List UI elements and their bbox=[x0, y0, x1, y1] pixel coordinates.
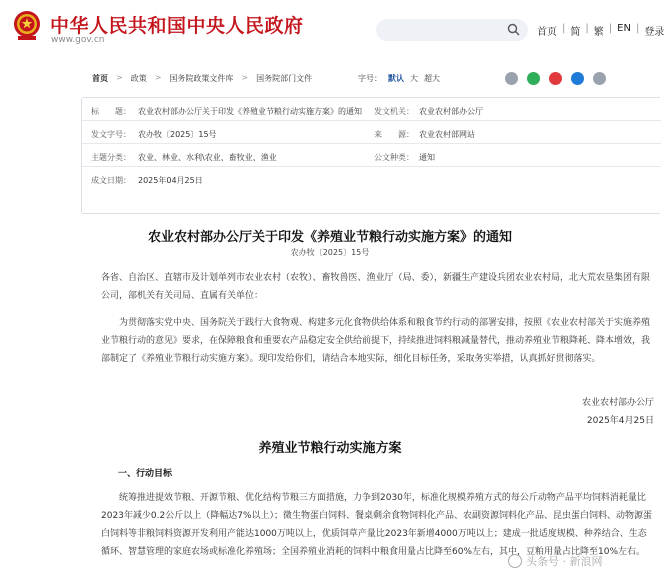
watermark-logo-icon bbox=[508, 554, 522, 568]
divider: | bbox=[585, 23, 589, 34]
divider: | bbox=[608, 23, 613, 34]
info-key: 发文字号： bbox=[91, 130, 131, 139]
divider: | bbox=[562, 23, 566, 34]
section-heading: 一、行动目标 bbox=[118, 469, 173, 479]
nav-simplified[interactable]: 简 bbox=[570, 27, 581, 38]
info-value: 农业农村部办公厅 bbox=[419, 107, 483, 116]
search-input[interactable] bbox=[376, 19, 528, 41]
qzone-icon[interactable] bbox=[571, 72, 584, 85]
info-value: 通知 bbox=[419, 153, 435, 162]
article-doc-number: 农办牧〔2025〕15号 bbox=[290, 248, 370, 257]
nav-english[interactable]: EN bbox=[617, 23, 631, 34]
nav-login[interactable]: 登录 bbox=[644, 27, 664, 38]
breadcrumb-dept-docs[interactable]: 国务院部门文件 bbox=[256, 74, 313, 83]
watermark-text: 头条号 · 新浪网 bbox=[526, 555, 603, 568]
sign-date: 2025年4月25日 bbox=[586, 416, 654, 426]
favorite-icon[interactable] bbox=[593, 72, 606, 85]
font-size-label: 字号： bbox=[358, 74, 382, 83]
breadcrumb-policy[interactable]: 政策 bbox=[130, 74, 147, 83]
top-nav bbox=[537, 23, 664, 38]
watermark bbox=[508, 553, 603, 569]
section-paragraph: 统筹推进提效节粮、开源节粮、优化结构节粮三方面措施，力争到2030年，标准化规模养殖方式的每公斤动物产品平均饲料消耗量比2023年减少0.2公斤以上（降幅达7%以上）；微生物蛋白饲料、餐桌剩余食物饲料化产品、农副资源饲料化产品、昆虫蛋白饲料、动物源蛋白饲料等非粮饲料资源开发利用产能达1000万吨以上，优质饲草产量比2023年新增4000万吨以上；建成一批适度规模、种养结合、生态循环、智慧管理的家庭农场或标准化养殖场；全国养殖业消耗的饲料中粮食用量占比降至60%左右，其中，豆粕用量占比降至10%左右。 bbox=[101, 493, 652, 557]
body-paragraph: 为贯彻落实党中央、国务院关于践行大食物观、构建多元化食物供给体系和粮食节约行动的部署安排，按照《农业农村部关于实施养殖业节粮行动的意见》要求，在保障粮食和重要农产品稳定安全供给前提下，持续推进饲料粮减量替代，推动养殖业节粮降耗、降本增效，我部制定了《养殖业节粮行动实施方案》。现印发给你们，请结合本地实际，细化目标任务，采取务实举措，认真抓好贯彻落实。 bbox=[101, 318, 651, 364]
breadcrumb-home[interactable]: 首页 bbox=[92, 74, 108, 83]
chevron-right-icon: > bbox=[116, 73, 123, 82]
nav-traditional[interactable]: 繁 bbox=[593, 27, 604, 38]
share-tools bbox=[505, 72, 606, 85]
weibo-icon[interactable] bbox=[549, 72, 562, 85]
plan-title: 养殖业节粮行动实施方案 bbox=[258, 441, 402, 456]
info-row-date bbox=[82, 167, 661, 191]
font-size-default[interactable]: 默认 bbox=[388, 74, 404, 83]
site-header bbox=[0, 0, 664, 54]
breadcrumb-policy-library[interactable]: 国务院政策文件库 bbox=[169, 74, 234, 83]
wechat-icon[interactable] bbox=[527, 72, 540, 85]
national-emblem-icon[interactable] bbox=[12, 9, 42, 43]
nav-home[interactable]: 首页 bbox=[537, 27, 557, 38]
info-value: 农业农村部网站 bbox=[419, 130, 475, 139]
info-key: 公文种类： bbox=[374, 153, 414, 162]
info-key: 发文机关： bbox=[374, 107, 414, 116]
info-value: 农业农村部办公厅关于印发《养殖业节粮行动实施方案》的通知 bbox=[138, 107, 362, 116]
article-title: 农业农村部办公厅关于印发《养殖业节粮行动实施方案》的通知 bbox=[147, 230, 512, 245]
info-key: 主题分类： bbox=[91, 153, 131, 162]
site-url: www.gov.cn bbox=[51, 35, 105, 45]
chevron-right-icon: > bbox=[241, 73, 249, 82]
divider: | bbox=[635, 23, 640, 34]
site-title[interactable]: 中华人民共和国中央人民政府 bbox=[50, 15, 304, 37]
document-info-table bbox=[81, 97, 660, 214]
breadcrumb bbox=[92, 73, 312, 84]
info-row-title bbox=[82, 98, 661, 121]
signer: 农业农村部办公厅 bbox=[581, 398, 654, 408]
info-key: 标 题： bbox=[91, 107, 131, 116]
font-size-xlarge[interactable]: 超大 bbox=[424, 74, 440, 83]
font-size-large[interactable]: 大 bbox=[410, 74, 418, 83]
search-icon[interactable] bbox=[507, 23, 520, 36]
print-icon[interactable] bbox=[505, 72, 518, 85]
info-value: 农业、林业、水利\农业、畜牧业、渔业 bbox=[138, 153, 277, 162]
font-size-switch bbox=[358, 73, 440, 84]
addressee-paragraph: 各省、自治区、直辖市及计划单列市农业农村（农牧）、畜牧兽医、渔业厅（局、委），新疆生产建设兵团农业农村局，北大荒农垦集团有限公司，部机关有关司局、直属有关单位： bbox=[101, 273, 651, 301]
info-key: 来 源： bbox=[374, 130, 414, 139]
info-key: 成文日期： bbox=[91, 176, 131, 185]
info-value: 农办牧〔2025〕15号 bbox=[138, 130, 217, 139]
info-row-docno bbox=[82, 121, 661, 144]
chevron-right-icon: > bbox=[154, 73, 162, 82]
breadcrumb-bar bbox=[0, 66, 660, 90]
info-row-topic bbox=[82, 144, 661, 167]
info-value: 2025年04月25日 bbox=[138, 176, 203, 185]
